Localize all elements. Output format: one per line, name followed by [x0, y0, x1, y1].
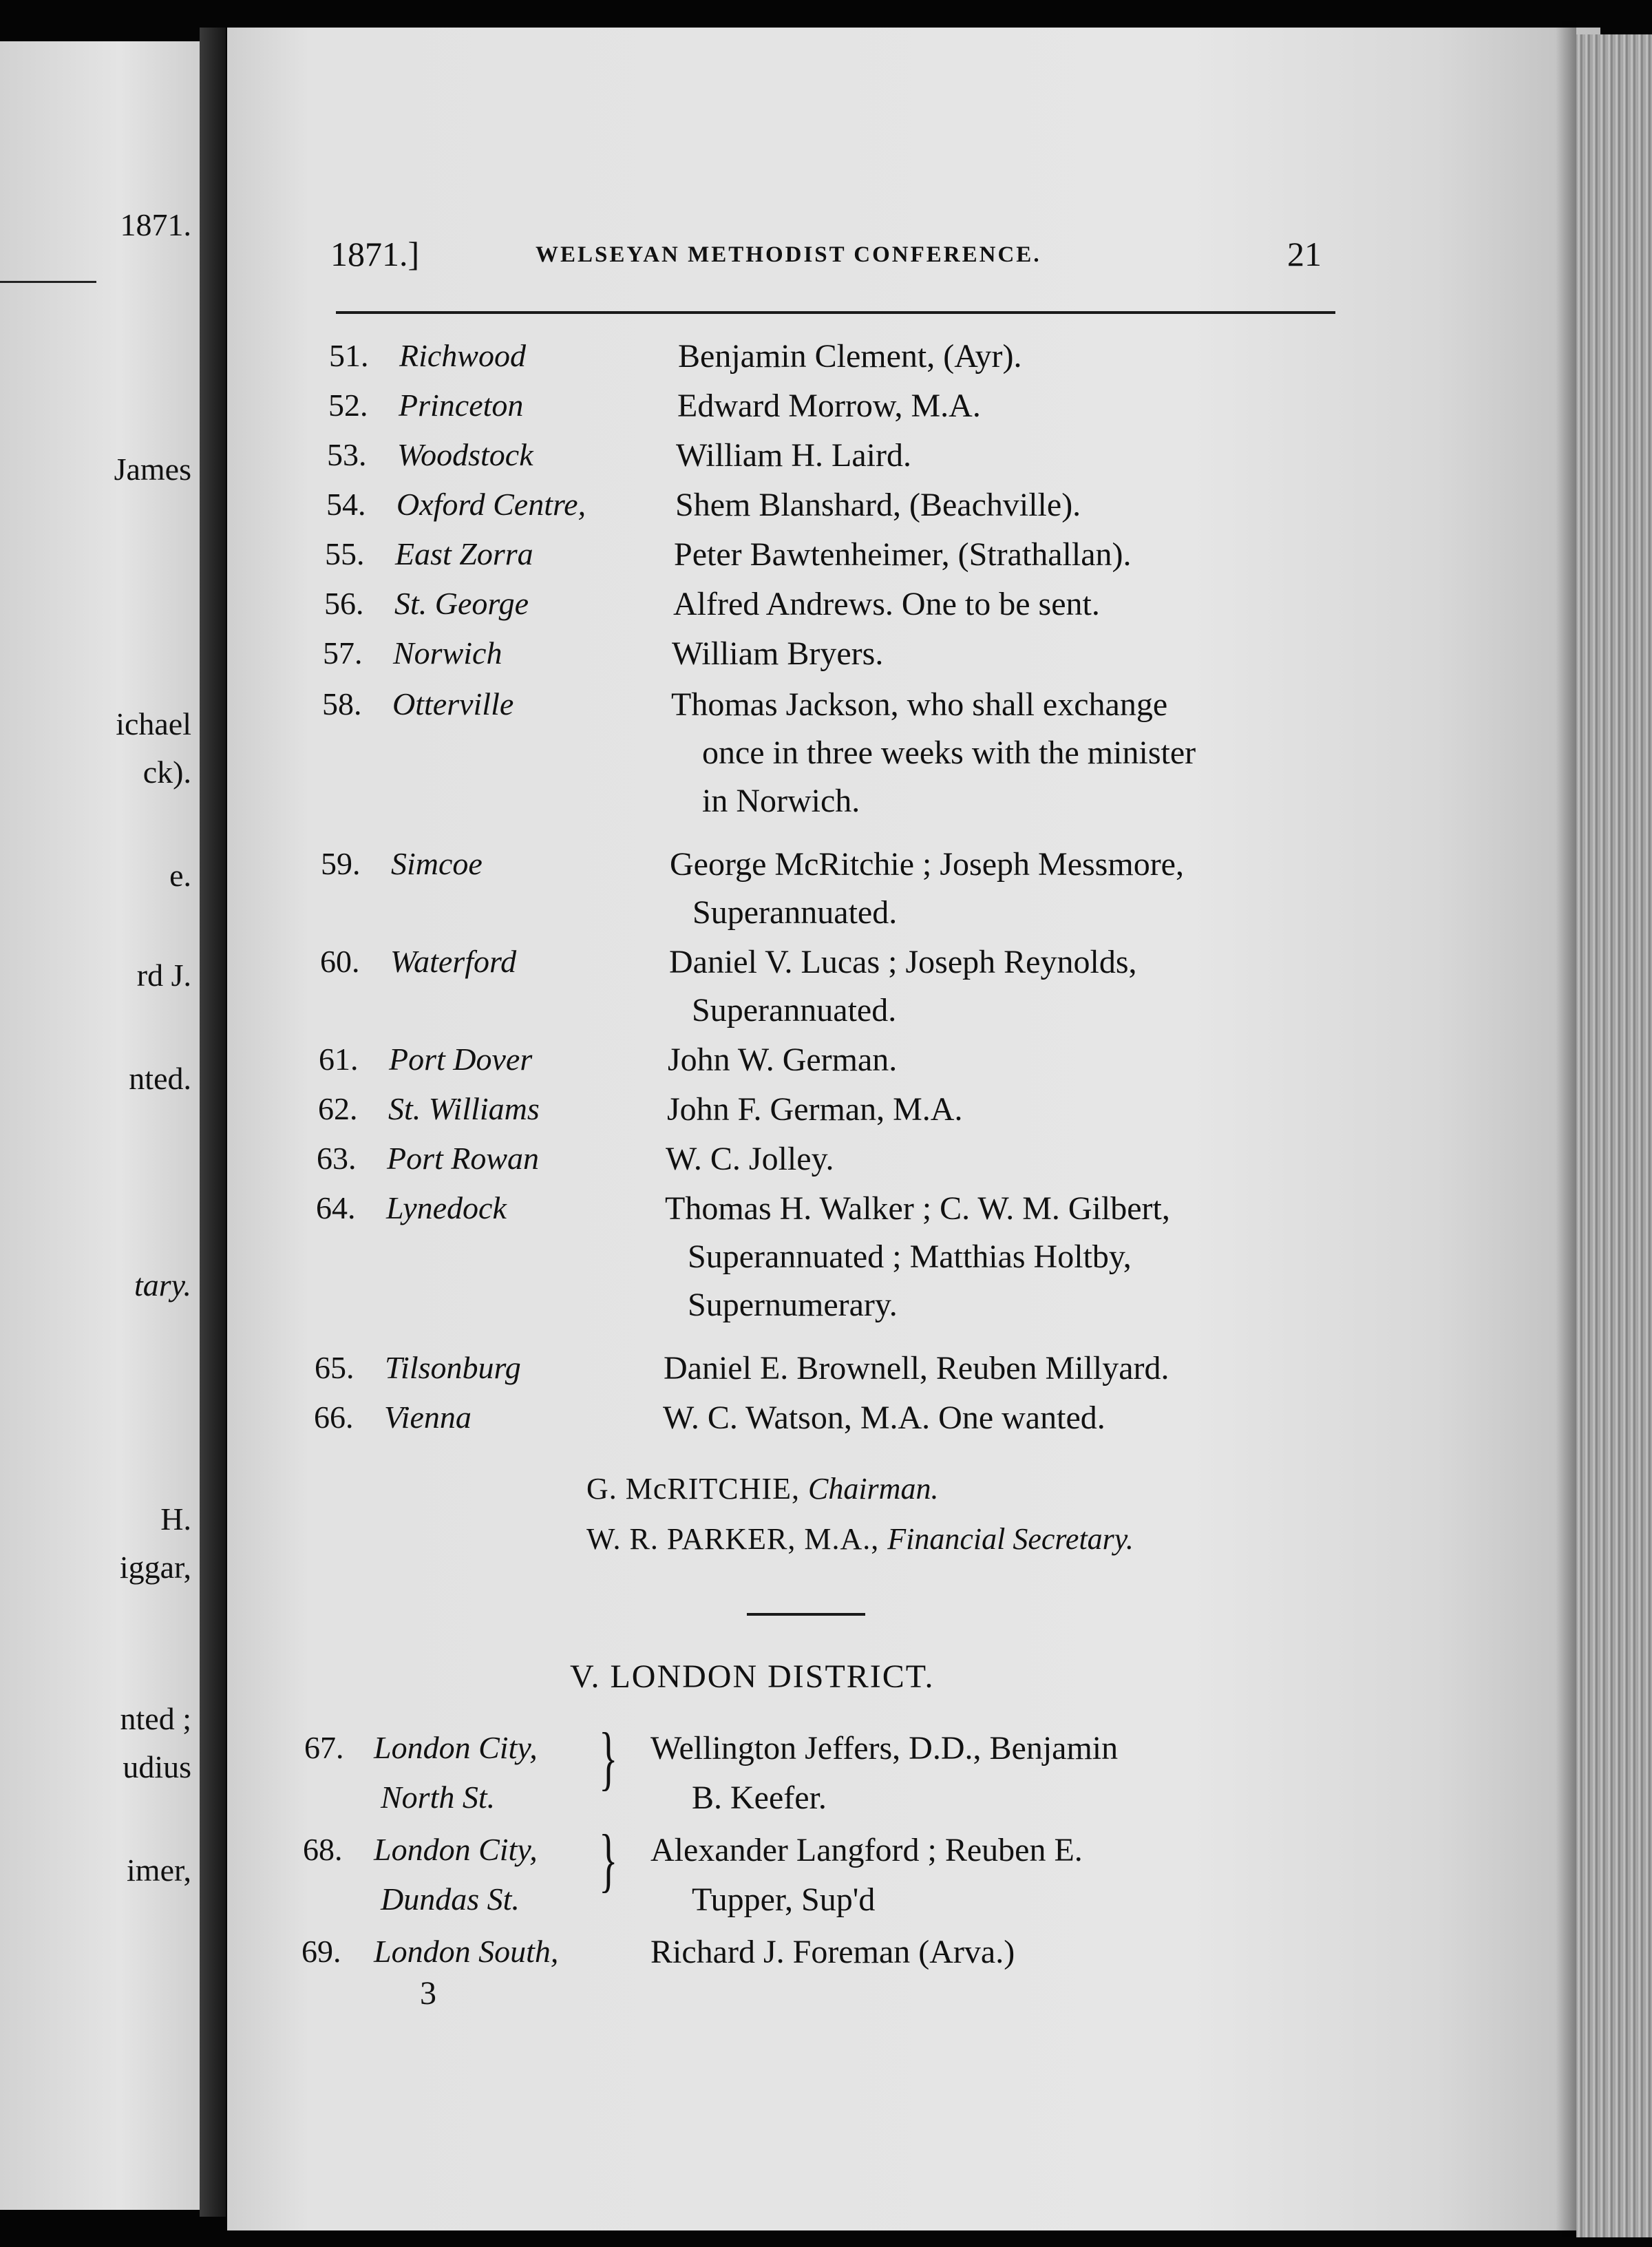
signature-name: W. R. PARKER, M.A., — [586, 1522, 880, 1556]
circuit-name: Port Dover — [389, 1042, 533, 1077]
minister-text: Superannuated. — [692, 992, 897, 1028]
circuit-name: North St. — [381, 1780, 496, 1815]
circuit-name: London City, — [374, 1832, 538, 1867]
circuit-name: Vienna — [384, 1400, 472, 1435]
left-fragment: tary. — [134, 1267, 191, 1302]
minister-text: Tupper, Sup'd — [692, 1881, 876, 1918]
circuit-name: Norwich — [393, 635, 502, 671]
page-edge-shadow — [1556, 21, 1576, 2237]
minister-text: Daniel V. Lucas ; Joseph Reynolds, — [669, 944, 1137, 980]
entry-number: 56. — [324, 586, 364, 621]
minister-text: Shem Blanshard, (Beachville). — [675, 487, 1081, 523]
minister-text: Peter Bawtenheimer, (Strathallan). — [674, 536, 1132, 573]
minister-text: in Norwich. — [702, 783, 860, 819]
minister-text: Benjamin Clement, (Ayr). — [678, 338, 1022, 374]
brace-glyph: } — [599, 1718, 618, 1797]
entry-number: 59. — [321, 846, 361, 881]
entry-number: 61. — [319, 1042, 359, 1077]
header-rule — [336, 311, 1335, 314]
minister-text: Thomas H. Walker ; C. W. M. Gilbert, — [665, 1190, 1170, 1227]
entry-number: 58. — [322, 686, 362, 721]
left-fragment: H. — [160, 1501, 191, 1537]
minister-text: once in three weeks with the minister — [702, 735, 1196, 771]
minister-text: Edward Morrow, M.A. — [677, 388, 981, 424]
section-divider — [747, 1613, 865, 1616]
minister-text: Wellington Jeffers, D.D., Benjamin — [650, 1730, 1119, 1766]
circuit-name: Waterford — [390, 944, 517, 979]
left-fragment: ichael — [116, 706, 191, 741]
entry-number: 55. — [325, 536, 365, 571]
secretary-signature — [586, 1521, 1134, 1557]
minister-text: John F. German, M.A. — [667, 1091, 963, 1128]
page-number: 21 — [1287, 235, 1322, 273]
section-heading: V. LONDON DISTRICT. — [570, 1658, 935, 1695]
running-title: WELSEYAN METHODIST CONFERENCE. — [536, 242, 1041, 267]
left-fragment: 1871. — [120, 207, 191, 242]
entry-number: 52. — [328, 388, 368, 423]
circuit-name: Port Rowan — [387, 1141, 540, 1176]
left-fragment: iggar, — [119, 1550, 191, 1585]
entry-number: 53. — [327, 437, 367, 472]
minister-text: Thomas Jackson, who shall exchange — [671, 686, 1168, 723]
brace-glyph: } — [599, 1820, 618, 1899]
circuit-name: Otterville — [392, 686, 514, 721]
circuit-name: Simcoe — [391, 846, 483, 881]
entry-number: 67. — [304, 1730, 344, 1765]
left-fragment: nted ; — [120, 1701, 191, 1736]
left-fragment: imer, — [127, 1853, 191, 1888]
circuit-name: Richwood — [399, 338, 526, 373]
entry-number: 57. — [323, 635, 363, 671]
minister-text: Alfred Andrews. One to be sent. — [673, 586, 1100, 622]
circuit-name: Tilsonburg — [385, 1350, 521, 1385]
circuit-name: Oxford Centre, — [396, 487, 586, 522]
circuit-name: Lynedock — [386, 1190, 507, 1225]
circuit-name: Princeton — [399, 388, 524, 423]
left-fragment: nted. — [129, 1061, 191, 1096]
minister-text: George McRitchie ; Joseph Messmore, — [670, 846, 1184, 883]
entry-number: 54. — [326, 487, 366, 522]
header-year: 1871.] — [330, 235, 420, 273]
entry-number: 69. — [301, 1934, 341, 1969]
signature-name: G. McRITCHIE, — [586, 1472, 800, 1506]
signature-mark: 3 — [420, 1975, 436, 2012]
entry-number: 51. — [329, 338, 369, 373]
chairman-signature — [586, 1471, 938, 1506]
entry-number: 63. — [317, 1141, 357, 1176]
entry-number: 65. — [315, 1350, 354, 1385]
left-fragment: James — [114, 452, 191, 487]
entry-number: 68. — [303, 1832, 343, 1867]
signature-role: Chairman. — [807, 1472, 939, 1506]
entry-number: 66. — [314, 1400, 354, 1435]
circuit-name: St. George — [394, 586, 529, 621]
minister-text: William Bryers. — [672, 635, 884, 672]
minister-text: Alexander Langford ; Reuben E. — [650, 1832, 1083, 1868]
circuit-name: Dundas St. — [381, 1881, 520, 1917]
circuit-name: St. Williams — [388, 1091, 540, 1126]
book-gutter — [200, 28, 226, 2217]
minister-text: Richard J. Foreman (Arva.) — [650, 1934, 1015, 1970]
left-fragment: rd J. — [136, 958, 191, 993]
minister-text: William H. Laird. — [676, 437, 911, 474]
left-page-rule — [0, 281, 96, 283]
circuit-name: London City, — [374, 1730, 538, 1765]
minister-text: W. C. Jolley. — [666, 1141, 834, 1177]
minister-text: John W. German. — [668, 1042, 898, 1078]
entry-number: 64. — [316, 1190, 356, 1225]
circuit-name: London South, — [374, 1934, 559, 1969]
minister-text: Supernumerary. — [688, 1287, 898, 1323]
left-fragment: udius — [123, 1749, 191, 1784]
minister-text: Superannuated. — [692, 894, 898, 931]
minister-text: Daniel E. Brownell, Reuben Millyard. — [664, 1350, 1169, 1386]
circuit-name: Woodstock — [397, 437, 533, 472]
circuit-name: East Zorra — [395, 536, 533, 571]
minister-text: W. C. Watson, M.A. One wanted. — [663, 1400, 1105, 1436]
page-edges — [1576, 34, 1652, 2237]
entry-number: 60. — [320, 944, 360, 979]
minister-text: Superannuated ; Matthias Holtby, — [688, 1238, 1132, 1275]
signature-role: Financial Secretary. — [887, 1522, 1134, 1556]
entry-number: 62. — [318, 1091, 358, 1126]
left-fragment: ck). — [142, 755, 191, 790]
left-fragment: e. — [169, 858, 191, 893]
minister-text: B. Keefer. — [692, 1780, 827, 1816]
